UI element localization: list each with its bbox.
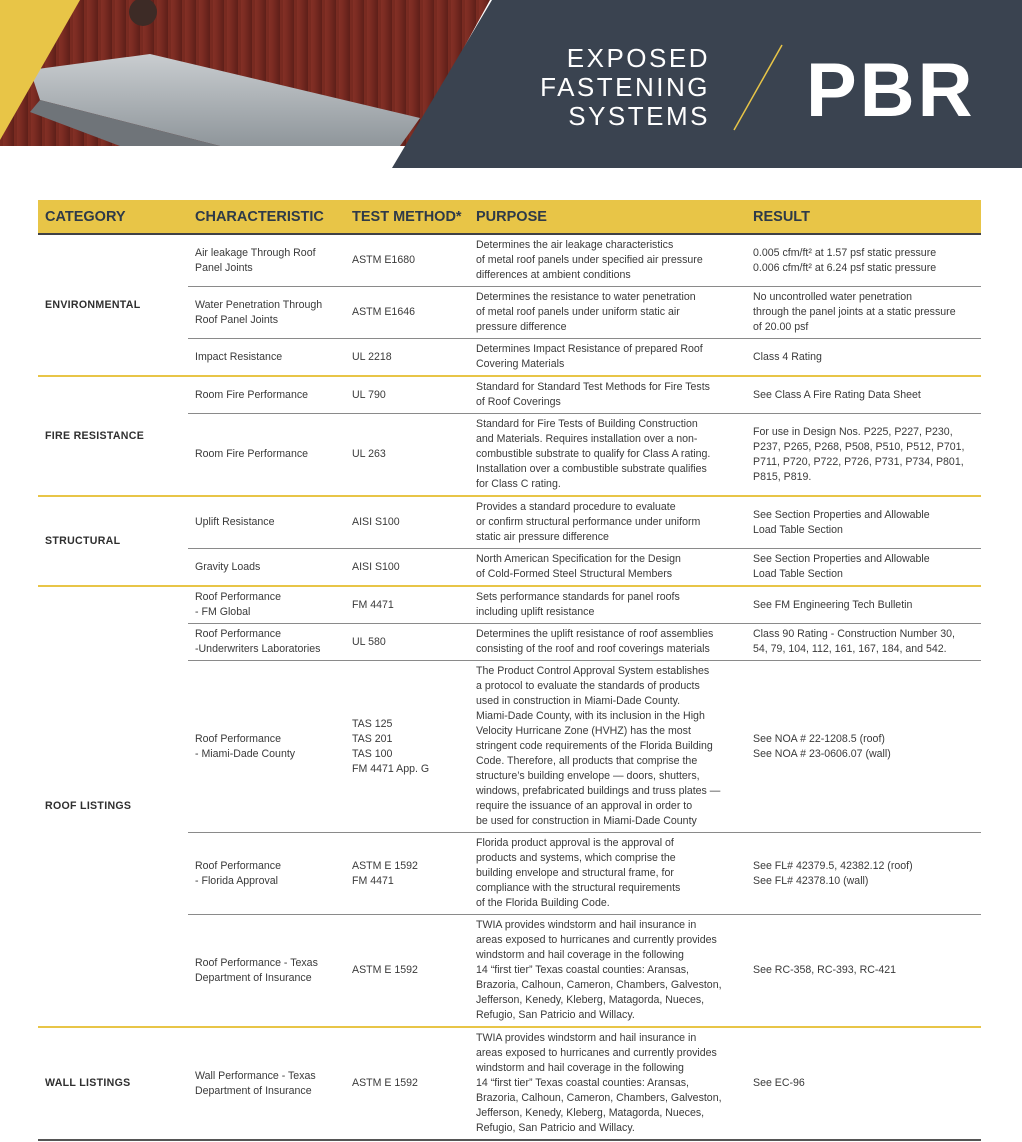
purpose-cell: Determines the resistance to water penetration of metal roof panels under uniform static air pressure difference [469, 287, 746, 339]
purpose-cell: TWIA provides windstorm and hail insurance in areas exposed to hurricanes and currently provides windstorm and hail coverage in the following 14 “first tier” Texas coastal counties: Aransas, Brazoria, Calhoun, Cameron, Chambers, Galveston, Jefferson, Kenedy, Kleberg, Matagorda, Nueces, Refugio, San Patricio and Willacy. [469, 1027, 746, 1140]
characteristic-cell: Roof Performance - FM Global [188, 586, 345, 624]
test-method-cell: ASTM E1680 [345, 234, 469, 287]
category-wall-listings: WALL LISTINGS [38, 1027, 188, 1140]
category-structural: STRUCTURAL [38, 496, 188, 586]
characteristic-cell: Room Fire Performance [188, 414, 345, 497]
table-header-row [38, 200, 981, 234]
characteristic-cell: Air leakage Through Roof Panel Joints [188, 234, 345, 287]
characteristic-cell: Roof Performance - Florida Approval [188, 833, 345, 915]
characteristic-cell: Roof Performance - Miami-Dade County [188, 661, 345, 833]
column-header-category: CATEGORY [38, 200, 188, 234]
purpose-cell: North American Specification for the Design of Cold-Formed Steel Structural Members [469, 549, 746, 587]
purpose-cell: Provides a standard procedure to evaluate or confirm structural performance under uniform static air pressure difference [469, 496, 746, 549]
test-method-cell: UL 790 [345, 376, 469, 414]
characteristic-cell: Gravity Loads [188, 549, 345, 587]
result-cell: See EC-96 [746, 1027, 981, 1140]
characteristic-cell: Water Penetration Through Roof Panel Joints [188, 287, 345, 339]
result-cell: Class 4 Rating [746, 339, 981, 377]
test-method-cell: AISI S100 [345, 496, 469, 549]
series-title-line: SYSTEMS [568, 101, 710, 131]
purpose-cell: Determines the air leakage characteristics of metal roof panels under specified air pressure differences at ambient conditions [469, 234, 746, 287]
table-row [38, 376, 981, 414]
purpose-cell: Determines Impact Resistance of prepared Roof Covering Materials [469, 339, 746, 377]
test-method-cell: UL 2218 [345, 339, 469, 377]
characteristic-cell: Roof Performance - Texas Department of Insurance [188, 915, 345, 1028]
purpose-cell: Sets performance standards for panel roofs including uplift resistance [469, 586, 746, 624]
test-method-cell: UL 580 [345, 624, 469, 661]
result-cell: See Section Properties and Allowable Load Table Section [746, 496, 981, 549]
series-title-line: FASTENING [540, 72, 710, 102]
column-header-purpose: PURPOSE [469, 200, 746, 234]
test-method-cell: ASTM E 1592 [345, 915, 469, 1028]
test-method-cell: AISI S100 [345, 549, 469, 587]
test-method-cell: FM 4471 [345, 586, 469, 624]
result-cell: 0.005 cfm/ft² at 1.57 psf static pressure 0.006 cfm/ft² at 6.24 psf static pressure [746, 234, 981, 287]
series-title-line: EXPOSED [566, 43, 710, 73]
series-title [540, 44, 710, 131]
purpose-cell: Florida product approval is the approval of products and systems, which comprise the building envelope and structural frame, for compliance with the structural requirements of the Florida Building Code. [469, 833, 746, 915]
purpose-cell: The Product Control Approval System establishes a protocol to evaluate the standards of products used in construction in Miami-Dade County. Miami-Dade County, with its inclusion in the High Velocity Hurricane Zone (HVHZ) has the most stringent code requirements of the Florida Building Code. Therefore, all products that comprise the structure’s building envelope — doors, shutters, windows, prefabricated buildings and truss plates — require the issuance of an approval in order to be used for construction in Miami-Dade County [469, 661, 746, 833]
purpose-cell: Standard for Fire Tests of Building Construction and Materials. Requires installation over a non- combustible substrate to qualify for Class A rating. Installation over a combustible substrate qualifies for Class C rating. [469, 414, 746, 497]
result-cell: Class 90 Rating - Construction Number 30, 54, 79, 104, 112, 161, 167, 184, and 542. [746, 624, 981, 661]
result-cell: See FM Engineering Tech Bulletin [746, 586, 981, 624]
purpose-cell: TWIA provides windstorm and hail insurance in areas exposed to hurricanes and currently provides windstorm and hail coverage in the following 14 “first tier” Texas coastal counties: Aransas, Brazoria, Calhoun, Cameron, Chambers, Galveston, Jefferson, Kenedy, Kleberg, Matagorda, Nueces, Refugio, San Patricio and Willacy. [469, 915, 746, 1028]
category-environmental: ENVIRONMENTAL [38, 234, 188, 376]
result-cell: See NOA # 22-1208.5 (roof) See NOA # 23-0606.07 (wall) [746, 661, 981, 833]
product-name: PBR [806, 48, 976, 133]
result-cell: No uncontrolled water penetration through the panel joints at a static pressure of 20.00 psf [746, 287, 981, 339]
purpose-cell: Determines the uplift resistance of roof assemblies consisting of the roof and roof coverings materials [469, 624, 746, 661]
result-cell: See Class A Fire Rating Data Sheet [746, 376, 981, 414]
table-row [38, 496, 981, 549]
column-header-characteristic: CHARACTERISTIC [188, 200, 345, 234]
test-method-cell: ASTM E1646 [345, 287, 469, 339]
building-photo [0, 0, 490, 146]
table-row [38, 1027, 981, 1140]
test-method-cell: TAS 125 TAS 201 TAS 100 FM 4471 App. G [345, 661, 469, 833]
specifications-table [38, 200, 981, 1141]
purpose-cell: Standard for Standard Test Methods for Fire Tests of Roof Coverings [469, 376, 746, 414]
column-header-result: RESULT [746, 200, 981, 234]
test-method-cell: ASTM E 1592 [345, 1027, 469, 1140]
test-method-cell: UL 263 [345, 414, 469, 497]
category-fire-resistance: FIRE RESISTANCE [38, 376, 188, 496]
characteristic-cell: Impact Resistance [188, 339, 345, 377]
result-cell: See FL# 42379.5, 42382.12 (roof) See FL# 42378.10 (wall) [746, 833, 981, 915]
characteristic-cell: Wall Performance - Texas Department of Insurance [188, 1027, 345, 1140]
category-roof-listings: ROOF LISTINGS [38, 586, 188, 1027]
page-header [0, 0, 1022, 170]
table-row [38, 234, 981, 287]
characteristic-cell: Uplift Resistance [188, 496, 345, 549]
test-method-cell: ASTM E 1592 FM 4471 [345, 833, 469, 915]
characteristic-cell: Roof Performance -Underwriters Laboratories [188, 624, 345, 661]
column-header-test-method: TEST METHOD* [345, 200, 469, 234]
result-cell: See RC-358, RC-393, RC-421 [746, 915, 981, 1028]
result-cell: See Section Properties and Allowable Load Table Section [746, 549, 981, 587]
table-row [38, 586, 981, 624]
characteristic-cell: Room Fire Performance [188, 376, 345, 414]
result-cell: For use in Design Nos. P225, P227, P230, P237, P265, P268, P508, P510, P512, P701, P711, P720, P722, P726, P731, P734, P801, P815, P819. [746, 414, 981, 497]
